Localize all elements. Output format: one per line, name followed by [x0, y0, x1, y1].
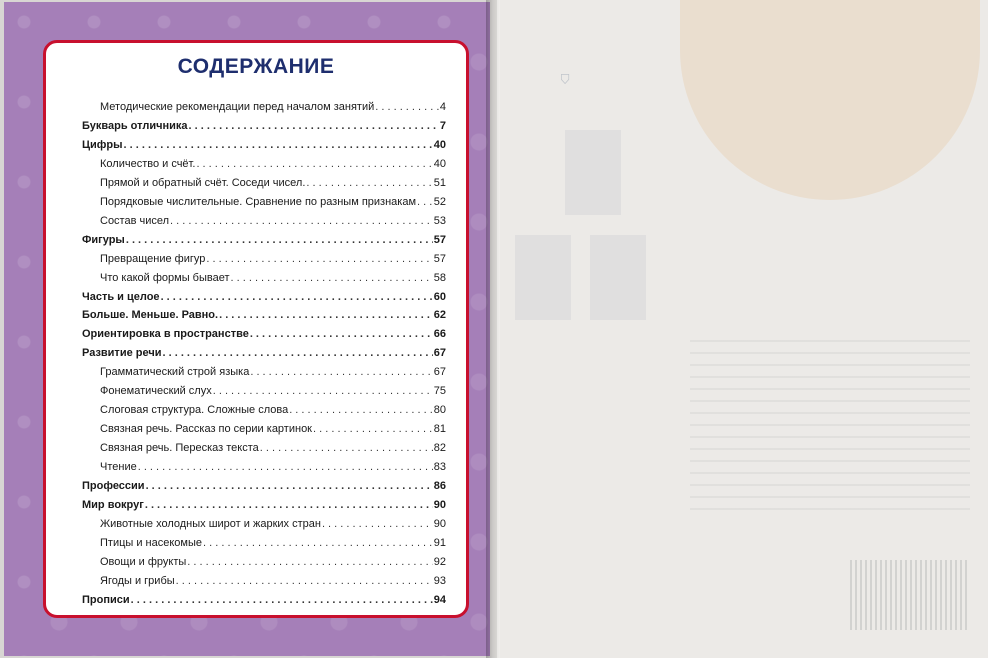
- toc-leader-dots: [187, 556, 432, 568]
- ghost-text-lines: [690, 340, 970, 520]
- ghost-book-thumbnail: [590, 235, 646, 320]
- ghost-barcode: [850, 560, 970, 630]
- ghost-book-thumbnail: [565, 130, 621, 215]
- toc-entry-page-number: 86: [433, 480, 446, 492]
- toc-entry-label: Методические рекомендации перед началом занятий: [100, 101, 375, 113]
- toc-entry: [100, 272, 446, 288]
- toc-entry: [100, 556, 446, 572]
- toc-entry-page-number: 57: [433, 233, 446, 246]
- toc-leader-dots: [289, 404, 433, 416]
- toc-leader-dots: [203, 537, 433, 549]
- toc-leader-dots: [250, 366, 432, 378]
- toc-entry-page-number: 40: [433, 138, 446, 151]
- toc-entry-page-number: 7: [439, 119, 446, 132]
- toc-entry: [82, 480, 446, 496]
- toc-entry-label: Количество и счёт.: [100, 157, 196, 170]
- toc-entry-page-number: 93: [433, 574, 446, 587]
- toc-entry-label: Букварь отличника: [82, 119, 188, 132]
- toc-entry-label: Мир вокруг: [82, 498, 144, 511]
- toc-entry-page-number: 67: [433, 366, 446, 379]
- toc-leader-dots: [176, 575, 433, 587]
- toc-entry-label: Цифры: [82, 138, 123, 151]
- toc-leader-dots: [145, 499, 433, 511]
- toc-entry-page-number: 82: [433, 442, 446, 455]
- toc-entry: [100, 158, 446, 174]
- toc-title: СОДЕРЖАНИЕ: [177, 55, 335, 78]
- toc-entry-label: Чтение: [100, 461, 137, 474]
- toc-entry-label: Развитие речи: [82, 347, 162, 360]
- toc-entry-label: Птицы и насекомые: [100, 536, 203, 549]
- toc-leader-dots: [213, 385, 433, 397]
- toc-leader-dots: [219, 309, 433, 321]
- toc-leader-dots: [161, 291, 433, 303]
- toc-leader-dots: [250, 328, 433, 340]
- toc-entry-page-number: 62: [433, 309, 446, 322]
- toc-entry: [100, 423, 446, 439]
- toc-entry-label: Слоговая структура. Сложные слова: [100, 404, 289, 417]
- toc-leader-dots: [313, 423, 433, 435]
- toc-entry: [82, 594, 446, 610]
- toc-entry-page-number: 81: [433, 423, 446, 436]
- toc-entry-page-number: 83: [433, 461, 446, 474]
- toc-entry: [100, 253, 446, 269]
- toc-leader-dots: [131, 594, 433, 606]
- toc-entry-page-number: 51: [433, 176, 446, 189]
- toc-entry: [100, 196, 446, 212]
- toc-leader-dots: [206, 253, 432, 265]
- toc-entry-page-number: 75: [433, 385, 446, 398]
- toc-entry: [82, 291, 446, 307]
- toc-leader-dots: [306, 177, 432, 189]
- toc-entry-page-number: 52: [433, 195, 446, 208]
- toc-entry-page-number: 53: [433, 214, 446, 227]
- toc-leader-dots: [138, 461, 433, 473]
- toc-entry: [100, 404, 446, 420]
- toc-entry-label: Прописи: [82, 593, 130, 606]
- toc-leader-dots: [375, 101, 439, 113]
- toc-entry-label: Больше. Меньше. Равно.: [82, 309, 219, 322]
- toc-leader-dots: [189, 120, 439, 132]
- ghost-book-thumbnail: [515, 235, 571, 320]
- toc-entry-label: Превращение фигур: [100, 252, 206, 265]
- toc-entry-page-number: 92: [433, 555, 446, 568]
- toc-entry: [100, 366, 446, 382]
- toc-entry: [82, 328, 446, 344]
- toc-entry-page-number: 90: [433, 498, 446, 511]
- toc-entry-label: Овощи и фрукты: [100, 555, 187, 568]
- toc-leader-dots: [196, 158, 432, 170]
- toc-entry-label: Состав чисел: [100, 214, 170, 227]
- ghost-book-covers: [515, 130, 675, 330]
- toc-entry: [100, 385, 446, 401]
- toc-entry: [100, 518, 446, 534]
- toc-entry: [82, 234, 446, 250]
- toc-entry-page-number: 60: [433, 290, 446, 303]
- toc-entry: [100, 575, 446, 591]
- toc-entry-label: Прямой и обратный счёт. Соседи чисел.: [100, 176, 306, 189]
- toc-entry-page-number: 58: [433, 271, 446, 284]
- toc-entry-label: Фонематический слух: [100, 385, 212, 398]
- toc-entry: [100, 537, 446, 553]
- toc-entry: [100, 101, 446, 117]
- toc-entry-page-number: 66: [433, 328, 446, 341]
- toc-entry-page-number: 94: [433, 593, 446, 606]
- toc-entry: [82, 309, 446, 325]
- toc-entry-label: Связная речь. Пересказ текста: [100, 442, 259, 455]
- toc-leader-dots: [417, 196, 433, 208]
- toc-entry: [100, 442, 446, 458]
- toc-entry-label: Часть и целое: [82, 290, 160, 303]
- toc-leader-dots: [260, 442, 433, 454]
- toc-leader-dots: [146, 480, 433, 492]
- toc-entry-page-number: 91: [433, 536, 446, 549]
- toc-leader-dots: [124, 139, 433, 151]
- toc-entry: [100, 215, 446, 231]
- toc-leader-dots: [162, 347, 432, 359]
- book-spine-gutter: [486, 0, 500, 658]
- toc-entry-page-number: 90: [433, 517, 446, 530]
- toc-entry-label: Связная речь. Рассказ по серии картинок: [100, 423, 312, 436]
- toc-entry-label: Ягоды и грибы: [100, 574, 175, 587]
- toc-entry: [82, 120, 446, 136]
- toc-entry-label: Профессии: [82, 480, 145, 492]
- toc-entry: [82, 499, 446, 515]
- toc-entry: [82, 347, 446, 363]
- ghost-logo-image: ⌂: [559, 70, 571, 90]
- toc-entry-label: Животные холодных широт и жарких стран: [100, 517, 321, 530]
- toc-leader-dots: [231, 272, 433, 284]
- toc-entry: [100, 461, 446, 477]
- toc-leader-dots: [126, 234, 433, 246]
- toc-leader-dots: [170, 215, 433, 227]
- toc-entry-label: Порядковые числительные. Сравнение по разным признакам: [100, 195, 417, 208]
- toc-entry-page-number: 57: [433, 252, 446, 265]
- toc-leader-dots: [322, 518, 433, 530]
- toc-entry-page-number: 67: [433, 347, 446, 360]
- toc-entry-page-number: 80: [433, 404, 446, 417]
- toc-entry-label: Ориентировка в пространстве: [82, 328, 249, 341]
- toc-entry-label: Грамматический строй языка: [100, 366, 250, 379]
- toc-entry-label: Что какой формы бывает: [100, 271, 230, 284]
- table-of-contents-card: [43, 40, 469, 618]
- toc-entry-page-number: 4: [439, 101, 446, 113]
- toc-entry-label: Фигуры: [82, 233, 125, 246]
- toc-entry: [82, 139, 446, 155]
- toc-entry-page-number: 40: [433, 157, 446, 170]
- toc-entry: [100, 177, 446, 193]
